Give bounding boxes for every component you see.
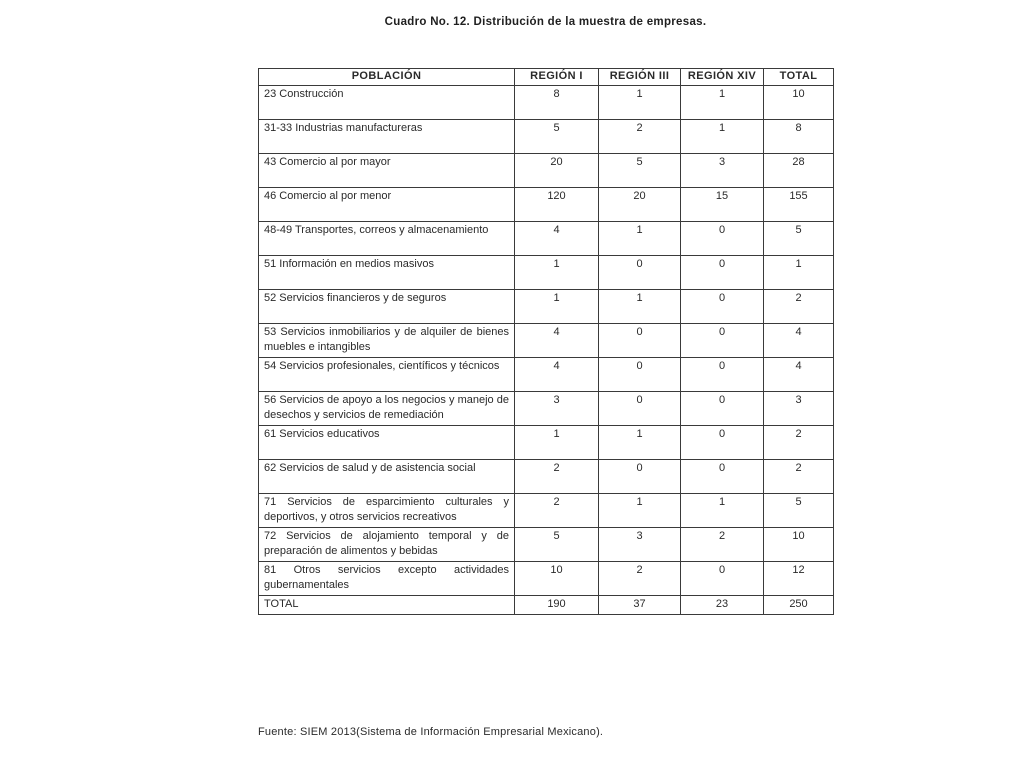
row-value: 0 <box>681 358 764 392</box>
row-value: 0 <box>599 358 681 392</box>
column-header-region-i: REGIÓN I <box>515 69 599 86</box>
row-label: 71 Servicios de esparcimiento culturales y deportivos, y otros servicios recreativos <box>259 494 515 528</box>
row-value: 2 <box>599 562 681 596</box>
total-row <box>259 596 834 615</box>
column-header-region-iii: REGIÓN III <box>599 69 681 86</box>
column-header-poblacion: POBLACIÓN <box>259 69 515 86</box>
row-label: 48-49 Transportes, correos y almacenamiento <box>259 222 515 256</box>
table-row <box>259 358 834 392</box>
row-value: 5 <box>764 222 834 256</box>
row-value: 1 <box>681 120 764 154</box>
row-value: 1 <box>515 426 599 460</box>
table-row <box>259 426 834 460</box>
row-value: 4 <box>515 222 599 256</box>
row-value: 4 <box>515 324 599 358</box>
row-value: 10 <box>764 528 834 562</box>
row-value: 1 <box>681 86 764 120</box>
table-row <box>259 494 834 528</box>
total-region-xiv-value: 23 <box>681 596 764 615</box>
row-value: 3 <box>764 392 834 426</box>
table-header-row <box>259 69 834 86</box>
row-value: 0 <box>599 460 681 494</box>
row-value: 8 <box>515 86 599 120</box>
table-row <box>259 324 834 358</box>
row-value: 0 <box>599 256 681 290</box>
row-value: 1 <box>681 494 764 528</box>
row-label: 56 Servicios de apoyo a los negocios y manejo de desechos y servicios de remediación <box>259 392 515 426</box>
row-value: 12 <box>764 562 834 596</box>
row-value: 0 <box>681 562 764 596</box>
table-row <box>259 154 834 188</box>
table-row <box>259 188 834 222</box>
row-value: 5 <box>515 120 599 154</box>
row-label: 53 Servicios inmobiliarios y de alquiler de bienes muebles e intangibles <box>259 324 515 358</box>
row-value: 0 <box>599 392 681 426</box>
row-value: 0 <box>681 222 764 256</box>
table-caption: Cuadro No. 12. Distribución de la muestra de empresas. <box>384 16 707 28</box>
row-value: 4 <box>764 358 834 392</box>
column-header-total: TOTAL <box>764 69 834 86</box>
row-value: 1 <box>599 86 681 120</box>
column-header-region-xiv: REGIÓN XIV <box>681 69 764 86</box>
table-row <box>259 256 834 290</box>
row-value: 0 <box>681 460 764 494</box>
row-value: 5 <box>764 494 834 528</box>
total-region-i-value: 190 <box>515 596 599 615</box>
row-value: 120 <box>515 188 599 222</box>
row-value: 1 <box>515 290 599 324</box>
row-value: 2 <box>764 426 834 460</box>
sample-distribution-table <box>258 68 834 615</box>
total-row-label: TOTAL <box>259 596 515 615</box>
row-value: 2 <box>764 290 834 324</box>
row-value: 155 <box>764 188 834 222</box>
row-value: 2 <box>681 528 764 562</box>
table-row <box>259 120 834 154</box>
table-row <box>259 460 834 494</box>
total-region-iii-value: 37 <box>599 596 681 615</box>
row-value: 1 <box>764 256 834 290</box>
row-label: 54 Servicios profesionales, científicos y técnicos <box>259 358 515 392</box>
row-value: 1 <box>599 494 681 528</box>
row-value: 2 <box>764 460 834 494</box>
row-value: 20 <box>599 188 681 222</box>
row-value: 0 <box>599 324 681 358</box>
row-value: 20 <box>515 154 599 188</box>
row-label: 51 Información en medios masivos <box>259 256 515 290</box>
row-label: 31-33 Industrias manufactureras <box>259 120 515 154</box>
row-value: 1 <box>599 426 681 460</box>
row-value: 2 <box>515 460 599 494</box>
table-row <box>259 562 834 596</box>
row-value: 4 <box>764 324 834 358</box>
row-value: 5 <box>515 528 599 562</box>
row-value: 2 <box>599 120 681 154</box>
row-value: 1 <box>599 290 681 324</box>
source-note: Fuente: SIEM 2013(Sistema de Información Empresarial Mexicano). <box>258 726 604 738</box>
table-footer <box>259 596 834 615</box>
row-label: 23 Construcción <box>259 86 515 120</box>
table-row <box>259 290 834 324</box>
row-label: 81 Otros servicios excepto actividades gubernamentales <box>259 562 515 596</box>
row-value: 4 <box>515 358 599 392</box>
row-value: 0 <box>681 290 764 324</box>
table-row <box>259 528 834 562</box>
row-value: 1 <box>515 256 599 290</box>
row-label: 43 Comercio al por mayor <box>259 154 515 188</box>
row-value: 3 <box>599 528 681 562</box>
row-label: 62 Servicios de salud y de asistencia social <box>259 460 515 494</box>
row-value: 15 <box>681 188 764 222</box>
row-value: 0 <box>681 426 764 460</box>
row-value: 0 <box>681 324 764 358</box>
row-value: 1 <box>599 222 681 256</box>
row-value: 5 <box>599 154 681 188</box>
row-label: 61 Servicios educativos <box>259 426 515 460</box>
row-value: 2 <box>515 494 599 528</box>
row-value: 0 <box>681 392 764 426</box>
row-value: 28 <box>764 154 834 188</box>
row-label: 46 Comercio al por menor <box>259 188 515 222</box>
row-value: 8 <box>764 120 834 154</box>
row-label: 72 Servicios de alojamiento temporal y de preparación de alimentos y bebidas <box>259 528 515 562</box>
row-value: 0 <box>681 256 764 290</box>
table-row <box>259 392 834 426</box>
row-value: 10 <box>764 86 834 120</box>
total-total-value: 250 <box>764 596 834 615</box>
table-row <box>259 86 834 120</box>
row-value: 3 <box>681 154 764 188</box>
table-body <box>259 86 834 596</box>
row-value: 3 <box>515 392 599 426</box>
row-value: 10 <box>515 562 599 596</box>
table-row <box>259 222 834 256</box>
row-label: 52 Servicios financieros y de seguros <box>259 290 515 324</box>
